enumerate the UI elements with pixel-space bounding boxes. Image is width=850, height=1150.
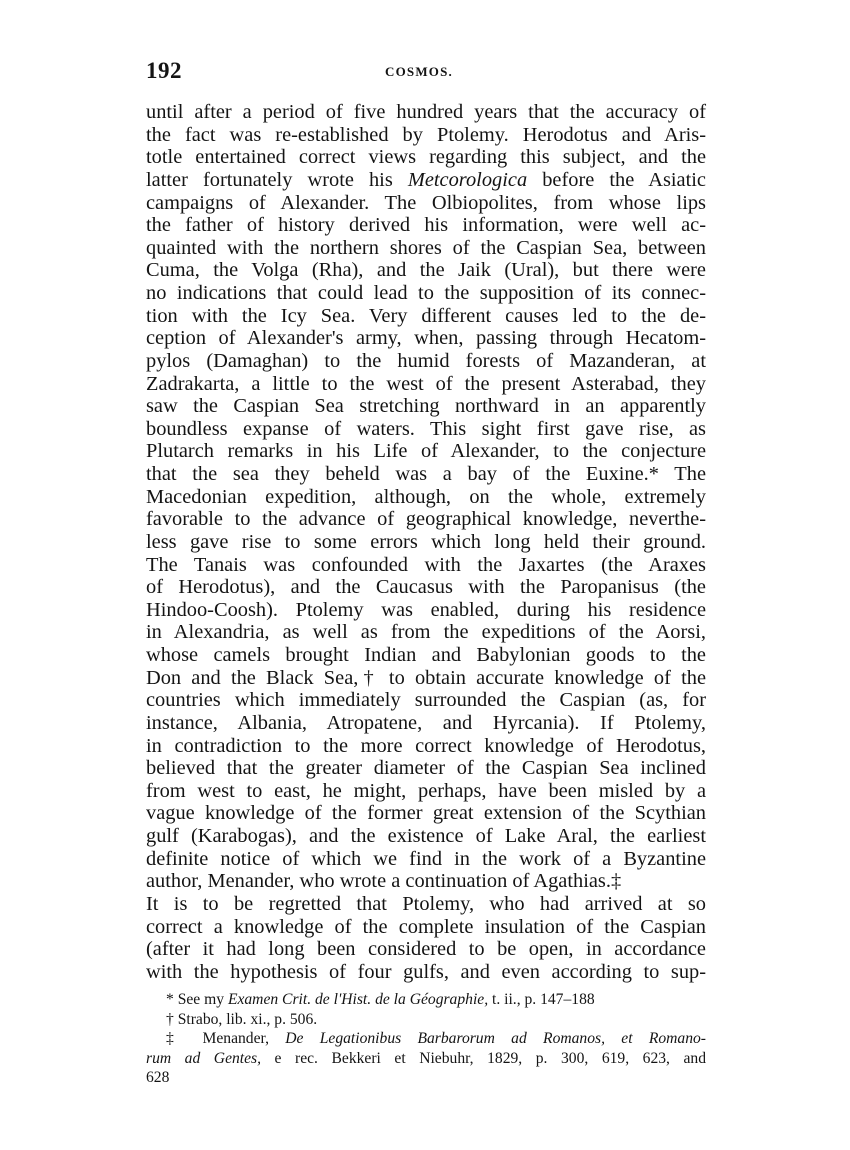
text-line: in Alexandria, as well as from the expeditions of the Aorsi, [146, 621, 706, 644]
text-line: campaigns of Alexander. The Olbiopolites, from whose lips [146, 191, 706, 214]
running-title: COSMOS. [385, 64, 453, 79]
text-line: the father of history derived his information, were well ac- [146, 214, 706, 237]
text-line: author, Menander, who wrote a continuation of Agathias.‡ [146, 870, 622, 893]
page-number: 192 [146, 58, 182, 83]
text-line: gulf (Karabogas), and the existence of Lake Aral, the earliest [146, 825, 706, 847]
text-line: the fact was re-established by Ptolemy. Herodotus and Aris- [146, 123, 706, 146]
text-line: no indications that could lead to the supposition of its connec- [146, 282, 706, 304]
text-line: that the sea they beheld was a bay of the Euxine.* The [146, 463, 706, 485]
text-line: in contradiction to the more correct knowledge of Herodotus, [146, 734, 706, 757]
footnote: ‡ Menander, De Legationibus Barbarorum ad Romanos, et Romano- [166, 1030, 706, 1047]
text-line: Plutarch remarks in his Life of Alexander, to the conjecture [146, 440, 706, 463]
text-line: believed that the greater diameter of the Caspian Sea inclined [146, 757, 706, 780]
page-header [146, 58, 706, 88]
text-line: with the hypothesis of four gulfs, and even according to sup- [146, 960, 706, 983]
footnote-continuation: 628 [146, 1069, 170, 1086]
footnote: † Strabo, lib. xi., p. 506. [166, 1010, 318, 1028]
book-page [146, 58, 707, 1086]
footnote-continuation: rum ad Gentes, e rec. Bekkeri et Niebuhr, 1829, p. 300, 619, 623, and [146, 1049, 707, 1067]
text-line: pylos (Damaghan) to the humid forests of Mazanderan, at [146, 349, 706, 372]
text-line: tion with the Icy Sea. Very different causes led to the de- [146, 304, 706, 327]
text-line: quainted with the northern shores of the Caspian Sea, between [146, 236, 706, 259]
footnotes [146, 990, 706, 1088]
text-line: correct a knowledge of the complete insulation of the Caspian [146, 915, 706, 938]
text-line: saw the Caspian Sea stretching northward in an apparently [146, 395, 706, 418]
text-line: totle entertained correct views regarding this subject, and the [146, 146, 706, 169]
text-line: until after a period of five hundred years that the accuracy of [146, 101, 706, 123]
text-line: from west to east, he might, perhaps, have been misled by a [146, 779, 706, 802]
text-line: whose camels brought Indian and Babylonian goods to the [146, 644, 706, 666]
text-line: ception of Alexander's army, when, passing through Hecatom- [146, 327, 706, 350]
text-line: favorable to the advance of geographical knowledge, neverthe- [146, 508, 706, 531]
text-line: of Herodotus), and the Caucasus with the Paropanisus (the [146, 576, 706, 599]
text-line: Don and the Black Sea,† to obtain accurate knowledge of the [146, 666, 706, 689]
text-line: boundless expanse of waters. This sight first gave rise, as [146, 417, 706, 440]
footnote: * See my Examen Crit. de l'Hist. de la Géographie, t. ii., p. 147–188 [166, 991, 595, 1008]
text-line: (after it had long been considered to be open, in accordance [146, 938, 706, 961]
text-line: Hindoo-Coosh). Ptolemy was enabled, during his residence [146, 598, 706, 621]
text-line: countries which immediately surrounded the Caspian (as, for [146, 689, 706, 712]
text-line: It is to be regretted that Ptolemy, who had arrived at so [146, 892, 706, 915]
text-line: vague knowledge of the former great extension of the Scythian [146, 802, 706, 825]
text-line: The Tanais was confounded with the Jaxartes (the Araxes [146, 553, 706, 576]
text-line: latter fortunately wrote his Metcorologica before the Asiatic [146, 168, 706, 191]
text-line: less gave rise to some errors which long held their ground. [146, 530, 706, 553]
text-line: instance, Albania, Atropatene, and Hyrcania). If Ptolemy, [146, 711, 706, 734]
text-line: definite notice of which we find in the work of a Byzantine [146, 847, 706, 870]
text-line: Cuma, the Volga (Rha), and the Jaik (Ural), but there were [146, 259, 706, 282]
text-line: Macedonian expedition, although, on the whole, extremely [146, 485, 706, 508]
text-line: Zadrakarta, a little to the west of the present Asterabad, they [146, 372, 706, 395]
body-text [146, 101, 706, 983]
